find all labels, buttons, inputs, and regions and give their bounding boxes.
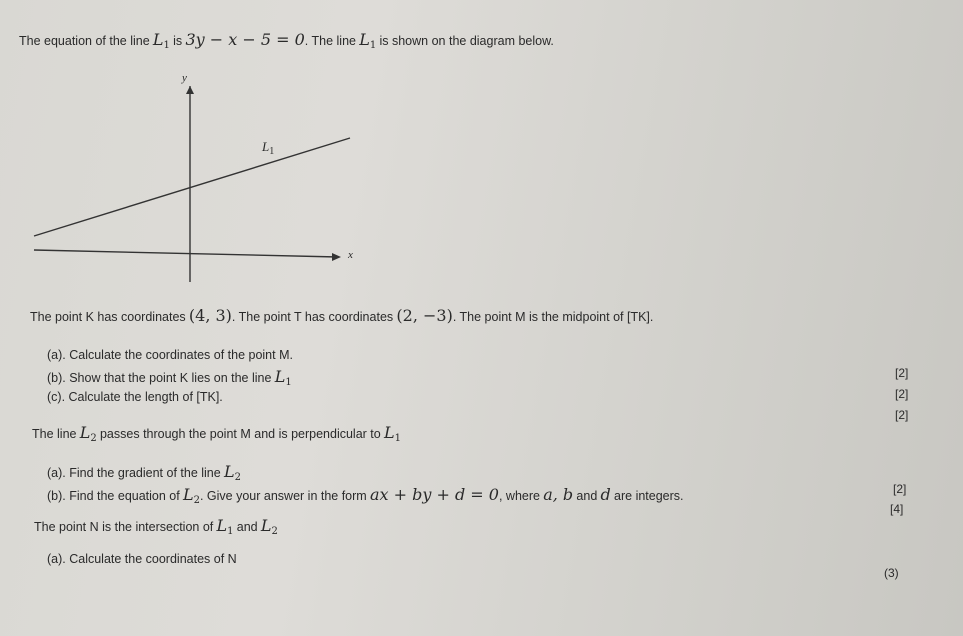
x-axis-label: x xyxy=(348,249,353,261)
q1-extra-mark: [2] xyxy=(895,408,909,422)
l1-label: $L_1$ xyxy=(262,139,275,157)
q2a-mark: [2] xyxy=(893,482,907,496)
y-axis-label: y xyxy=(182,72,187,84)
q1a: (a). Calculate the coordinates of the point M. xyxy=(47,348,293,362)
k-coordinates: (4, 3) xyxy=(188,306,232,325)
line-equation: 3y − x − 5 = 0 xyxy=(185,30,305,49)
y-axis-arrow xyxy=(186,86,194,94)
x-axis-arrow xyxy=(332,253,341,261)
q1c-mark: [2] xyxy=(895,387,909,401)
q3a: (a). Calculate the coordinates of N xyxy=(47,552,237,566)
q1c: (c). Calculate the length of [TK]. xyxy=(47,390,223,404)
q3a-mark: (3) xyxy=(884,566,899,580)
points-text: The point K has coordinates (4, 3). The point T has coordinates (2, −3). The point M is the midpoint of [TK]. xyxy=(30,306,654,325)
q2b-mark: [4] xyxy=(890,502,904,516)
t-coordinates: (2, −3) xyxy=(396,306,453,325)
line-l1 xyxy=(34,138,350,236)
q1b-mark: [2] xyxy=(895,366,909,380)
q1b: (b). Show that the point K lies on the line L1 xyxy=(47,367,292,388)
q2b: (b). Find the equation of L2. Give your answer in the form ax + by + d = 0, where a, b and d are integers. xyxy=(47,485,684,506)
q2a: (a). Find the gradient of the line L2 xyxy=(47,462,241,483)
equation-form: ax + by + d = 0 xyxy=(369,485,499,504)
l2-text: The line L2 passes through the point M and is perpendicular to L1 xyxy=(32,423,401,444)
intro-text: The equation of the line L1 is 3y − x − 5 = 0. The line L1 is shown on the diagram below. xyxy=(19,30,554,51)
x-axis xyxy=(34,250,338,257)
n-text: The point N is the intersection of L1 and L2 xyxy=(34,516,278,537)
